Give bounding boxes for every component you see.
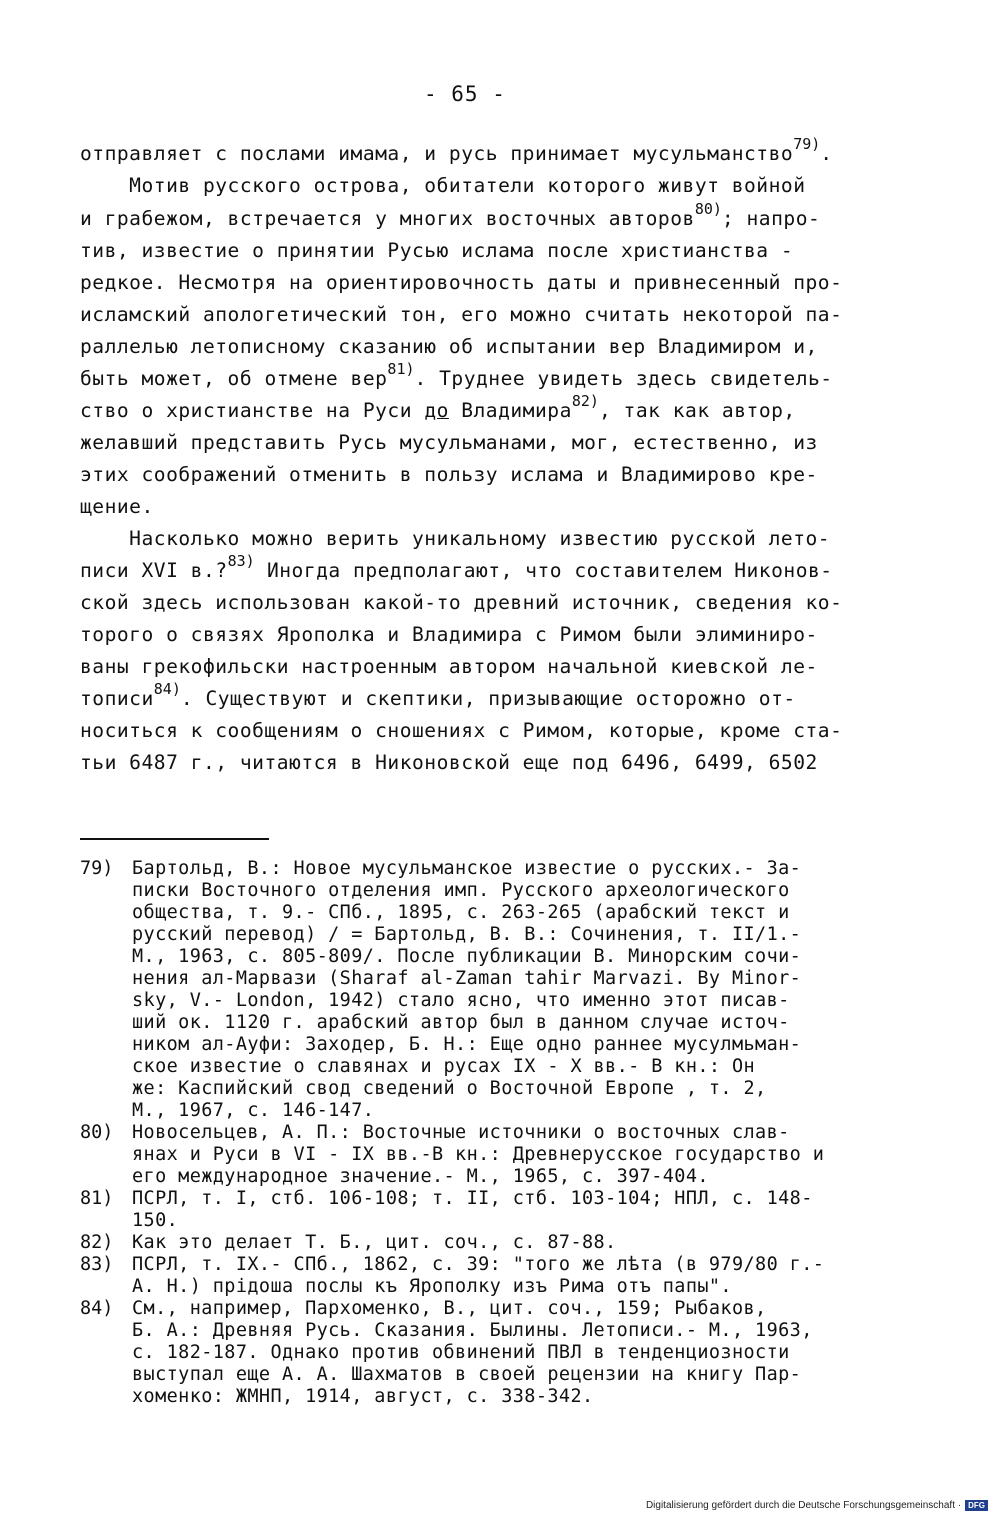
body-line: редкое. Несмотря на ориентировочность даты и привнесенный про- bbox=[80, 271, 843, 294]
footnote-line: янах и Руси в VI - IX вв.-В кн.: Древнерусское государство и bbox=[132, 1144, 825, 1165]
footnote-line: же: Каспийский свод сведений о Восточной Европе , т. 2, bbox=[132, 1078, 767, 1099]
page-number: - 65 - bbox=[424, 82, 506, 106]
footnote-ref[interactable]: 84) bbox=[153, 680, 181, 698]
footnote-line: писки Восточного отделения имп. Русского археологического bbox=[132, 880, 790, 901]
footnote-line: 150. bbox=[132, 1210, 179, 1231]
footnote-line: См., например, Пархоменко, В., цит. соч., 159; Рыбаков, bbox=[132, 1298, 767, 1319]
body-line: торого о связях Ярополка и Владимира с Римом были элиминиро- bbox=[80, 623, 818, 646]
footnote-line: М., 1963, с. 805-809/. После публикации В. Минорским сочи- bbox=[132, 946, 802, 967]
footnote-ref[interactable]: 82) bbox=[571, 392, 599, 410]
footnote-number: 80) bbox=[80, 1122, 114, 1143]
body-line: раллелью летописному сказанию об испытании вер Владимиром и, bbox=[80, 335, 818, 358]
body-line: тописи$^{84)}$. Существуют и скептики, призывающие осторожно от- bbox=[80, 680, 796, 710]
body-line: писи XVI в.?$^{83)}$ Иногда предполагают, что составителем Никонов- bbox=[80, 552, 833, 582]
footnote-line: ший ок. 1120 г. арабский автор был в данном случае источ- bbox=[132, 1012, 790, 1033]
digitization-banner bbox=[646, 1500, 988, 1511]
body-line: желавший представить Русь мусульманами, мог, естественно, из bbox=[80, 431, 818, 454]
body-line: тьи 6487 г., читаются в Никоновской еще под 6496, 6499, 6502 bbox=[80, 751, 818, 774]
footnote-ref[interactable]: 83) bbox=[227, 552, 255, 570]
body-line: Насколько можно верить уникальному известию русской лето- bbox=[80, 527, 831, 550]
body-line: этих соображений отменить в пользу ислама и Владимирово кре- bbox=[80, 463, 818, 486]
footnote-number: 83) bbox=[80, 1254, 114, 1275]
footnote-number: 84) bbox=[80, 1298, 114, 1319]
body-line: и грабежом, встречается у многих восточных авторов$^{80)}$; напро- bbox=[80, 200, 821, 230]
body-line: быть может, об отмене вер$^{81)}$. Труднее увидеть здесь свидетель- bbox=[80, 360, 833, 390]
footnote-line: А. Н.) прідоша послы къ Ярополку изъ Рима отъ папы". bbox=[132, 1276, 732, 1297]
footnote-ref[interactable]: 79) bbox=[793, 135, 821, 153]
footnote-line: ником ал-Ауфи: Заходер, Б. Н.: Еще одно раннее мусулмьман- bbox=[132, 1034, 802, 1055]
footnote-number: 79) bbox=[80, 858, 114, 879]
body-line: отправляет с послами имама, и русь принимает мусульманство$^{79)}$. bbox=[80, 135, 833, 165]
footnote-line: с. 182-187. Однако против обвинений ПВЛ в тенденциозности bbox=[132, 1342, 790, 1363]
dfg-logo-icon: DFG bbox=[965, 1500, 988, 1511]
footnote-line: русский перевод) / = Бартольд, В. В.: Сочинения, т. II/1.- bbox=[132, 924, 802, 945]
body-line: Мотив русского острова, обитатели которого живут войной bbox=[80, 174, 806, 197]
footnote-line: Новосельцев, А. П.: Восточные источники о восточных слав- bbox=[132, 1122, 790, 1143]
footnote-ref[interactable]: 80) bbox=[694, 200, 722, 218]
footnote-line: Бартольд, В.: Новое мусульманское известие о русских.- За- bbox=[132, 858, 802, 879]
footnote-line: М., 1967, с. 146-147. bbox=[132, 1100, 375, 1121]
footnote-line: хоменко: ЖМНП, 1914, август, с. 338-342. bbox=[132, 1386, 594, 1407]
footnote-line: общества, т. 9.- СПб., 1895, с. 263-265 (арабский текст и bbox=[132, 902, 790, 923]
footnote-line: Б. А.: Древняя Русь. Сказания. Былины. Летописи.- М., 1963, bbox=[132, 1320, 813, 1341]
footnote-line: его международное значение.- М., 1965, с. 397-404. bbox=[132, 1166, 709, 1187]
body-line: исламский апологетический тон, его можно считать некоторой па- bbox=[80, 303, 843, 326]
footnote-number: 82) bbox=[80, 1232, 114, 1253]
body-line: носиться к сообщениям о сношениях с Римом, которые, кроме ста- bbox=[80, 719, 843, 742]
banner-text: Digitalisierung gefördert durch die Deutsche Forschungsgemeinschaft · bbox=[645, 1500, 962, 1511]
footnote-line: нения ал-Марвази (Sharaf al-Zaman tahir Marvazi. By Minor- bbox=[132, 968, 802, 989]
underlined-word: до bbox=[424, 399, 449, 422]
body-line: ство о христианстве на Руси до Владимира$^{82)}$, так как автор, bbox=[80, 392, 796, 422]
footnote-ref[interactable]: 81) bbox=[387, 360, 415, 378]
body-line: щение. bbox=[80, 495, 154, 518]
footnote-line: Как это делает Т. Б., цит. соч., с. 87-88. bbox=[132, 1232, 617, 1253]
footnote-line: ское известие о славянах и русах IX - X вв.- В кн.: Он bbox=[132, 1056, 756, 1077]
footnote-line: ПСРЛ, т. IX.- СПб., 1862, с. 39: "того же лѣта (в 979/80 г.- bbox=[132, 1254, 825, 1275]
footnote-separator bbox=[80, 838, 269, 840]
body-line: ваны грекофильски настроенным автором начальной киевской ле- bbox=[80, 655, 818, 678]
body-line: ской здесь использован какой-то древний источник, сведения ко- bbox=[80, 591, 843, 614]
footnote-line: ПСРЛ, т. I, стб. 106-108; т. II, стб. 103-104; НПЛ, с. 148- bbox=[132, 1188, 813, 1209]
footnote-line: выступал еще А. А. Шахматов в своей рецензии на книгу Пар- bbox=[132, 1364, 802, 1385]
body-line: тив, известие о принятии Русью ислама после христианства - bbox=[80, 239, 794, 262]
footnote-number: 81) bbox=[80, 1188, 114, 1209]
footnote-line: sky, V.- London, 1942) стало ясно, что именно этот писав- bbox=[132, 990, 790, 1011]
